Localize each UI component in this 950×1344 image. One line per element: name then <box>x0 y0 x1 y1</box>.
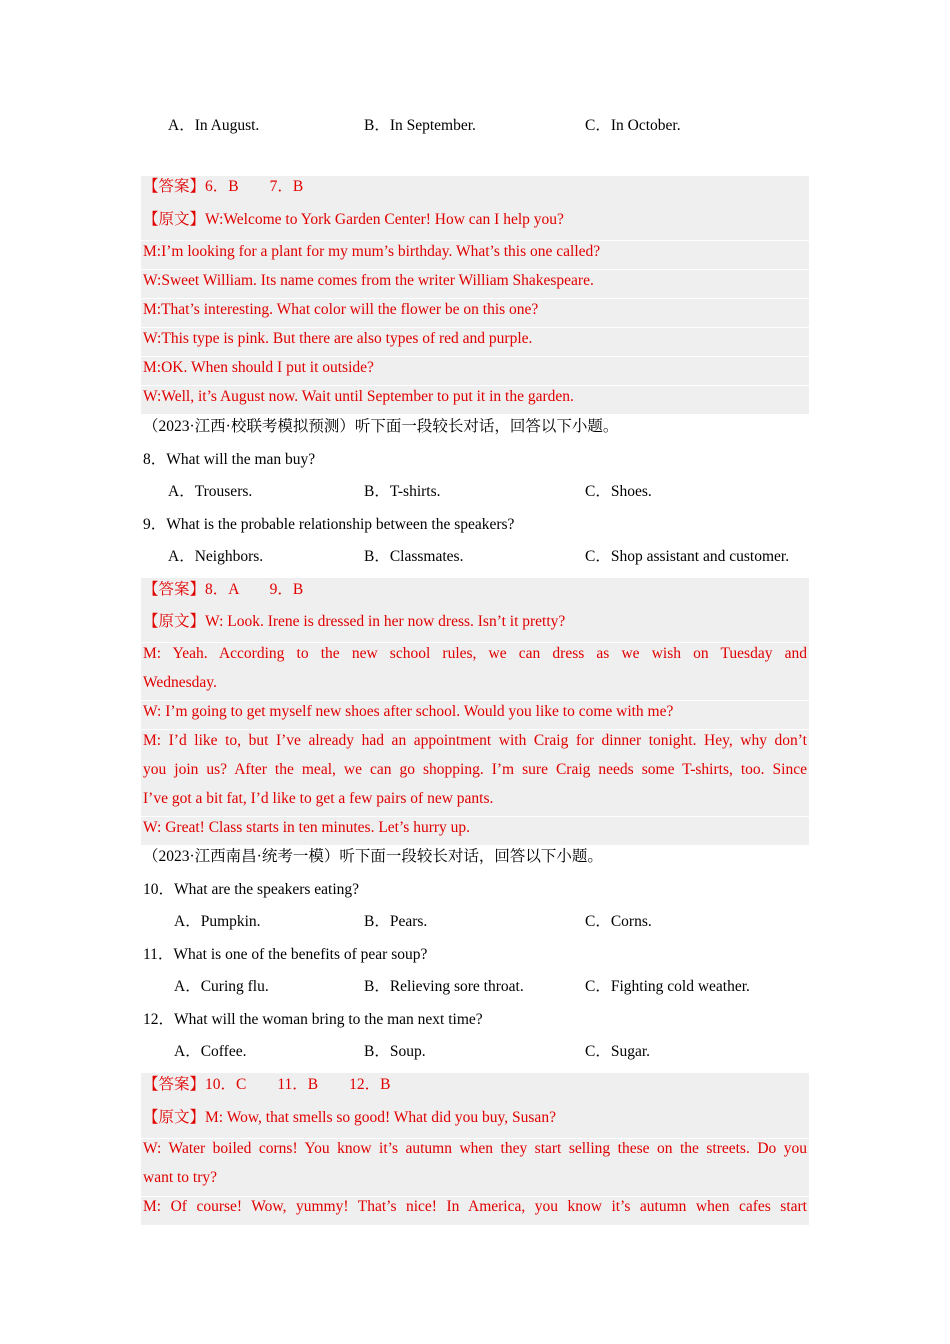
transcript-line: M: I’d like to, but I’ve already had an appointment with Craig for dinner tonight. Hey, why don’t <box>143 732 807 749</box>
divider <box>141 298 809 299</box>
question-stem: 10．What are the speakers eating? <box>143 881 360 898</box>
option-c: C．Corns. <box>585 913 652 930</box>
option-a: A．Trousers. <box>168 483 253 500</box>
answer-tag: 【答案】 <box>143 581 206 598</box>
option-a: A．Neighbors. <box>168 548 264 565</box>
divider <box>141 700 809 701</box>
answer-line <box>143 581 807 599</box>
transcript-line: you join us? After the meal, we can go shopping. I’m sure Craig needs some T-shirts, too. Since <box>143 761 807 778</box>
transcript-text: W: Look. Irene is dressed in her now dress. Isn’t it pretty? <box>205 613 566 630</box>
transcript-text: M: Wow, that smells so good! What did you buy, Susan? <box>205 1109 556 1126</box>
divider <box>141 269 809 270</box>
answer-values: 10．C 11．B 12．B <box>205 1076 391 1093</box>
option-b: B．Pears. <box>364 913 428 930</box>
transcript-tag: 【原文】 <box>143 211 206 228</box>
transcript-line <box>143 613 807 631</box>
transcript-line: Wednesday. <box>143 674 217 691</box>
option-b: B．Classmates. <box>364 548 464 565</box>
transcript-line: M: Of course! Wow, yummy! That’s nice! In America, you know it’s autumn when cafes start <box>143 1198 807 1215</box>
option-a: A．Curing flu. <box>174 978 269 995</box>
option-c: C．Fighting cold weather. <box>585 978 750 995</box>
divider <box>141 327 809 328</box>
answer-values: 6．B 7．B <box>205 178 304 195</box>
transcript-line: W:This type is pink. But there are also types of red and purple. <box>143 330 533 347</box>
divider <box>141 1138 809 1139</box>
transcript-line: W: Water boiled corns! You know it’s autumn when they start selling these on the streets. Do you <box>143 1140 807 1157</box>
transcript-line: M:That’s interesting. What color will the flower be on this one? <box>143 301 539 318</box>
option-c: C．Sugar. <box>585 1043 651 1060</box>
transcript-line: M:I’m looking for a plant for my mum’s birthday. What’s this one called? <box>143 243 601 260</box>
option-a: A．Pumpkin. <box>174 913 261 930</box>
divider <box>141 642 809 643</box>
option-a: A．Coffee. <box>174 1043 247 1060</box>
answer-line <box>143 1076 807 1094</box>
option-b: B．Soup. <box>364 1043 426 1060</box>
transcript-line: W:Sweet William. Its name comes from the writer William Shakespeare. <box>143 272 594 289</box>
transcript-line: W:Well, it’s August now. Wait until September to put it in the garden. <box>143 388 574 405</box>
answer-tag: 【答案】 <box>143 178 206 195</box>
question-stem: 11．What is one of the benefits of pear soup? <box>143 946 428 963</box>
divider <box>141 356 809 357</box>
transcript-line: M:OK. When should I put it outside? <box>143 359 374 376</box>
section-heading: （2023·江西南昌·统考一模）听下面一段较长对话，回答以下小题。 <box>143 848 603 865</box>
transcript-text: W:Welcome to York Garden Center! How can I help you? <box>205 211 564 228</box>
divider <box>141 385 809 386</box>
option-c: C．In October. <box>585 117 681 134</box>
divider <box>141 1196 809 1197</box>
option-a: A．In August. <box>168 117 260 134</box>
question-stem: 8．What will the man buy? <box>143 451 316 468</box>
transcript-line <box>143 211 807 229</box>
answer-tag: 【答案】 <box>143 1076 206 1093</box>
answer-values: 8．A 9．B <box>205 581 304 598</box>
question-stem: 12．What will the woman bring to the man next time? <box>143 1011 483 1028</box>
transcript-tag: 【原文】 <box>143 613 206 630</box>
transcript-line: W: Great! Class starts in ten minutes. Let’s hurry up. <box>143 819 471 836</box>
option-b: B．In September. <box>364 117 476 134</box>
divider <box>141 816 809 817</box>
divider <box>141 729 809 730</box>
section-heading: （2023·江西·校联考模拟预测）听下面一段较长对话，回答以下小题。 <box>143 418 619 435</box>
divider <box>141 240 809 241</box>
question-stem: 9．What is the probable relationship between the speakers? <box>143 516 515 533</box>
transcript-line <box>143 1109 807 1127</box>
option-c: C．Shoes. <box>585 483 652 500</box>
answer-line <box>143 178 807 196</box>
option-b: B．Relieving sore throat. <box>364 978 524 995</box>
transcript-line: I’ve got a bit fat, I’d like to get a few pairs of new pants. <box>143 790 494 807</box>
option-c: C．Shop assistant and customer. <box>585 548 790 565</box>
transcript-tag: 【原文】 <box>143 1109 206 1126</box>
option-b: B．T-shirts. <box>364 483 441 500</box>
transcript-line: W: I’m going to get myself new shoes after school. Would you like to come with me? <box>143 703 674 720</box>
transcript-line: M: Yeah. According to the new school rules, we can dress as we wish on Tuesday and <box>143 645 807 662</box>
transcript-line: want to try? <box>143 1169 218 1186</box>
